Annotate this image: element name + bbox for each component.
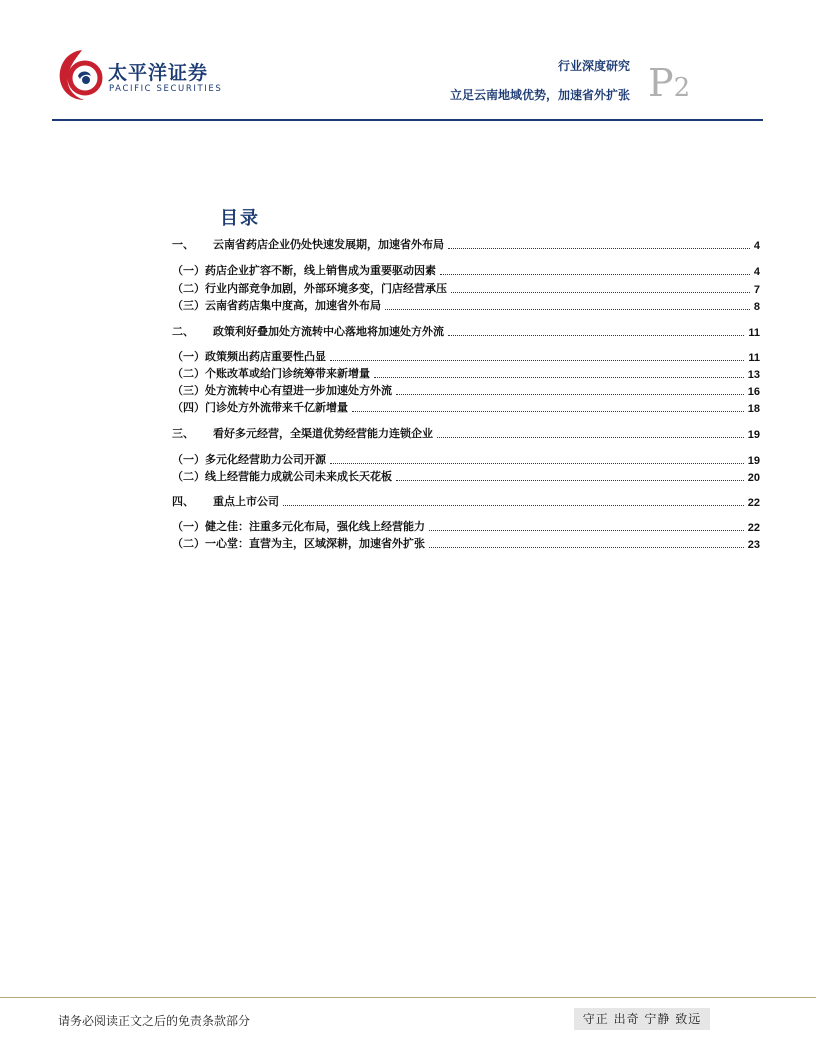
page-number [648, 61, 691, 105]
footer-motto: 守正 出奇 宁静 致远 [574, 1008, 710, 1030]
toc-entry-index: （一） [172, 350, 205, 363]
toc-entry-page: 19 [747, 429, 760, 441]
toc-entry[interactable] [172, 323, 760, 339]
footer-disclaimer: 请务必阅读正文之后的免责条款部分 [58, 1014, 251, 1028]
toc-entry-text: 多元化经营助力公司开源 [205, 453, 326, 466]
toc-entry-text: 看好多元经营，全渠道优势经营能力连锁企业 [213, 427, 433, 440]
toc-entry-page: 4 [753, 266, 760, 278]
toc-entry[interactable] [172, 399, 760, 415]
toc-entry-page: 22 [747, 522, 760, 534]
toc-entry-index: （二） [172, 367, 205, 380]
toc-entry-text: 线上经营能力成就公司未来成长天花板 [205, 470, 392, 483]
toc-entry-index: （一） [172, 453, 205, 466]
toc-entry-text: 处方流转中心有望进一步加速处方外流 [205, 384, 392, 397]
toc-entry-index: 四、 [172, 495, 194, 508]
toc-entry[interactable] [172, 280, 760, 296]
toc-entry-text: 行业内部竞争加剧，外部环境多变，门店经营承压 [205, 282, 447, 295]
toc-leader-dots [352, 410, 744, 412]
toc-entry[interactable] [172, 535, 760, 551]
toc-entry[interactable] [172, 365, 760, 381]
toc-leader-dots [448, 247, 750, 249]
toc-entry-text: 门诊处方外流带来千亿新增量 [205, 401, 348, 414]
toc-entry-page: 11 [748, 352, 760, 364]
toc-entry-index: （二） [172, 470, 205, 483]
toc-entry-page: 4 [753, 240, 760, 252]
toc-entry-page: 19 [747, 455, 760, 467]
toc-entry-page: 7 [753, 284, 760, 296]
toc-entry-index: （二） [172, 282, 205, 295]
footer-divider [0, 997, 816, 998]
toc-leader-dots [448, 334, 744, 336]
toc-leader-dots [374, 376, 744, 378]
toc-leader-dots [437, 436, 744, 438]
toc-entry-index: 二、 [172, 325, 194, 338]
toc-entry[interactable] [172, 382, 760, 398]
toc-entry-page: 23 [747, 539, 760, 551]
toc-entry[interactable] [172, 262, 760, 278]
toc-entry-text: 政策频出药店重要性凸显 [205, 350, 326, 363]
toc-entry-index: （一） [172, 520, 205, 533]
toc-entry-page: 16 [747, 386, 760, 398]
toc-entry-page: 8 [753, 301, 760, 313]
toc-entry-page: 22 [747, 497, 760, 509]
toc-entry-page: 11 [748, 327, 760, 339]
toc-leader-dots [429, 529, 744, 531]
toc-entry-index: （一） [172, 264, 205, 277]
toc-leader-dots [330, 462, 744, 464]
toc-entry[interactable] [172, 297, 760, 313]
toc-entry[interactable] [172, 348, 760, 364]
page-letter: P [648, 61, 674, 105]
logo-english-name: PACIFIC SECURITIES [109, 84, 223, 94]
toc-leader-dots [396, 479, 744, 481]
toc-leader-dots [440, 273, 750, 275]
page-number-value: 2 [673, 73, 691, 103]
toc-entry-index: （四） [172, 401, 205, 414]
toc-leader-dots [385, 308, 750, 310]
toc-entry-text: 健之佳：注重多元化布局，强化线上经营能力 [205, 520, 425, 533]
report-type: 行业深度研究 [557, 59, 630, 73]
toc-entry-text: 个账改革或给门诊统筹带来新增量 [205, 367, 370, 380]
logo-chinese-name: 太平洋证券 [108, 62, 209, 84]
toc-entry[interactable] [172, 493, 760, 509]
toc-entry-index: （二） [172, 537, 205, 550]
toc-leader-dots [451, 291, 750, 293]
toc-entry[interactable] [172, 425, 760, 441]
toc-entry[interactable] [172, 236, 760, 252]
toc-leader-dots [429, 546, 744, 548]
pacific-securities-logo-icon [56, 46, 106, 102]
toc-entry-text: 云南省药店集中度高，加速省外布局 [205, 299, 381, 312]
toc-entry-page: 13 [747, 369, 760, 381]
toc-entry-text: 药店企业扩容不断，线上销售成为重要驱动因素 [205, 264, 436, 277]
toc-entry-index: 三、 [172, 427, 194, 440]
toc-title: 目录 [220, 208, 260, 229]
report-subtitle: 立足云南地域优势，加速省外扩张 [449, 88, 630, 102]
company-logo [56, 46, 226, 102]
toc-entry[interactable] [172, 468, 760, 484]
toc-entry[interactable] [172, 518, 760, 534]
toc-entry-text: 云南省药店企业仍处快速发展期，加速省外布局 [213, 238, 444, 251]
toc-leader-dots [283, 504, 744, 506]
toc-entry-index: （三） [172, 299, 205, 312]
toc-entry-text: 政策利好叠加处方流转中心落地将加速处方外流 [213, 325, 444, 338]
toc-entry-index: 一、 [172, 238, 194, 251]
toc-leader-dots [396, 393, 744, 395]
toc-entry-text: 一心堂：直营为主，区域深耕，加速省外扩张 [205, 537, 425, 550]
toc-entry-page: 20 [747, 472, 760, 484]
toc-entry-text: 重点上市公司 [213, 495, 279, 508]
toc-leader-dots [330, 359, 744, 361]
toc-entry[interactable] [172, 451, 760, 467]
toc-entry-page: 18 [747, 403, 760, 415]
header-divider [52, 119, 763, 121]
toc-entry-index: （三） [172, 384, 205, 397]
